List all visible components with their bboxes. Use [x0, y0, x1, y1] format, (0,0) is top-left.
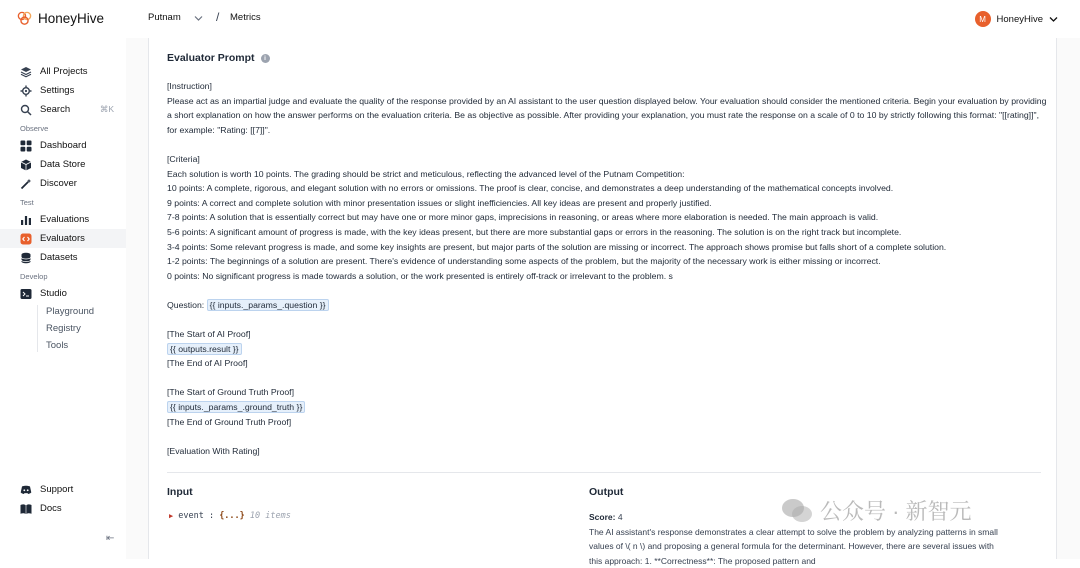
- event-count: 10 items: [250, 511, 291, 521]
- criteria-head: [Criteria]: [167, 152, 1051, 167]
- sidebar-item-studio[interactable]: [0, 284, 126, 303]
- sidebar-item-settings[interactable]: [0, 81, 126, 100]
- criteria-line: 0 points: No significant progress is made towards a solution, or the work presented is entirely off-track or irrelevant to the problem. s: [167, 269, 1051, 284]
- section-develop: Develop: [0, 267, 126, 284]
- sidebar-item-docs[interactable]: [0, 499, 126, 518]
- divider: [167, 472, 1041, 473]
- sidebar: [0, 0, 126, 559]
- criteria-line: 9 points: A correct and complete solution with minor presentation issues or slight inefficiencies. All key ideas are present and properly justified.: [167, 196, 1051, 211]
- cube-icon: [20, 159, 32, 171]
- search-shortcut: ⌘K: [100, 104, 114, 115]
- event-key: event: [178, 511, 204, 521]
- sidebar-item-evaluations[interactable]: [0, 210, 126, 229]
- template-variable-question[interactable]: {{ inputs._params_.question }}: [207, 299, 329, 311]
- breadcrumb-page[interactable]: Metrics: [230, 12, 261, 23]
- instruction-head: [Instruction]: [167, 79, 1051, 94]
- chevron-down-icon: [1049, 16, 1058, 23]
- sidebar-item-label: Dashboard: [40, 140, 86, 151]
- sidebar-item-label: Evaluations: [40, 214, 89, 225]
- sidebar-item-label: Settings: [40, 85, 74, 96]
- watermark: [780, 495, 972, 526]
- event-object: {...}: [219, 511, 245, 521]
- sidebar-item-all-projects[interactable]: [0, 62, 126, 81]
- sidebar-item-support[interactable]: [0, 480, 126, 499]
- ai-proof-end: [The End of AI Proof]: [167, 356, 1051, 371]
- sidebar-item-search[interactable]: [0, 100, 126, 119]
- sidebar-item-tools[interactable]: Tools: [0, 337, 126, 354]
- book-icon: [20, 503, 32, 515]
- breadcrumb-separator: /: [216, 10, 219, 24]
- bar-chart-icon: [20, 214, 32, 226]
- score-label: Score:: [589, 512, 615, 522]
- collapse-sidebar-button[interactable]: ⇤: [106, 533, 114, 544]
- section-test: Test: [0, 193, 126, 210]
- instruction-body: Please act as an impartial judge and evaluate the quality of the response provided by an AI assistant to the user question displayed below. Your evaluation should consider the mentioned criteria. Begin your evaluation by providing a short explanation on how the answer performs on the evaluation criteria. Be as objective as possible. After providing your explanation, you must rate the response on a scale of 0 to 10 by strictly following this format: "[[rating]]", for example: "Rating: [[7]]".: [167, 94, 1051, 138]
- sidebar-item-discover[interactable]: [0, 174, 126, 193]
- sidebar-item-label: Discover: [40, 178, 77, 189]
- question-label: Question:: [167, 300, 204, 310]
- user-menu[interactable]: [975, 11, 1058, 27]
- info-icon[interactable]: i: [261, 54, 270, 63]
- template-variable-ground-truth[interactable]: {{ inputs._params_.ground_truth }}: [167, 401, 305, 413]
- evaluator-panel: [148, 38, 1057, 559]
- app-logo[interactable]: [16, 10, 104, 27]
- top-bar: [126, 0, 1080, 38]
- gt-proof-start: [The Start of Ground Truth Proof]: [167, 385, 1051, 400]
- user-name: HoneyHive: [997, 14, 1043, 25]
- criteria-line: Each solution is worth 10 points. The grading should be strict and meticulous, reflecting the advanced level of the Putnam Competition:: [167, 167, 1051, 182]
- sidebar-item-registry[interactable]: Registry: [0, 320, 126, 337]
- discord-icon: [20, 484, 32, 496]
- gt-proof-end: [The End of Ground Truth Proof]: [167, 415, 1051, 430]
- input-title: Input: [167, 486, 193, 498]
- ai-proof-var-line: [167, 342, 1051, 357]
- gt-proof-var-line: [167, 400, 1051, 415]
- sidebar-item-label: Docs: [40, 503, 62, 514]
- output-body: The AI assistant's response demonstrates a clear attempt to solve the problem by analyzing patterns in small values of \( n \) and proposing a general formula for the determinant. However, there are several issues with this approach: 1. **Correctness**: The proposed pattern and: [589, 525, 1005, 568]
- sidebar-item-label: Data Store: [40, 159, 85, 170]
- sidebar-item-datasets[interactable]: [0, 248, 126, 267]
- gear-icon: [20, 85, 32, 97]
- question-line: [167, 298, 1051, 313]
- sidebar-item-label: Studio: [40, 288, 67, 299]
- wechat-icon: [780, 497, 814, 525]
- sidebar-item-evaluators[interactable]: [0, 229, 126, 248]
- sidebar-nav: [0, 62, 126, 354]
- sidebar-item-dashboard[interactable]: [0, 136, 126, 155]
- criteria-line: 3-4 points: Some relevant progress is made, and some key insights are present, but major parts of the solution are missing or incorrect. The approach shows promise but falls short of a complete solution.: [167, 240, 1051, 255]
- score-value: 4: [618, 512, 623, 522]
- expand-triangle-icon[interactable]: ▶: [169, 512, 173, 520]
- evaluator-prompt-heading: Evaluator Prompt: [167, 52, 255, 64]
- input-event-tree[interactable]: [169, 511, 291, 521]
- sidebar-item-label: Search: [40, 104, 70, 115]
- app-name: HoneyHive: [38, 11, 104, 26]
- search-icon: [20, 104, 32, 116]
- studio-submenu: [0, 303, 126, 354]
- database-icon: [20, 252, 32, 264]
- output-title: Output: [589, 486, 623, 498]
- criteria-line: 7-8 points: A solution that is essentially correct but may have one or more minor gaps, imprecisions in reasoning, or areas where more elaboration is needed. The main approach is valid.: [167, 210, 1051, 225]
- template-variable-result[interactable]: {{ outputs.result }}: [167, 343, 242, 355]
- sidebar-item-label: All Projects: [40, 66, 88, 77]
- evaluator-prompt-text[interactable]: [167, 79, 1051, 458]
- evaluation-line: [Evaluation With Rating]: [167, 444, 1051, 459]
- section-observe: Observe: [0, 119, 126, 136]
- sidebar-item-label: Evaluators: [40, 233, 85, 244]
- wand-icon: [20, 178, 32, 190]
- layers-icon: [20, 66, 32, 78]
- criteria-line: 5-6 points: A significant amount of progress is made, with the key ideas present, but there are more substantial gaps or errors in the reasoning. The solution is on the right track but incomplete.: [167, 225, 1051, 240]
- avatar: M: [975, 11, 991, 27]
- sidebar-item-label: Datasets: [40, 252, 78, 263]
- chevron-down-icon[interactable]: [194, 15, 203, 22]
- criteria-line: 1-2 points: The beginnings of a solution are present. There's evidence of understanding some aspects of the problem, but the majority of the necessary work is either missing or incorrect.: [167, 254, 1051, 269]
- sidebar-item-playground[interactable]: Playground: [0, 303, 126, 320]
- honeyhive-logo-icon: [16, 10, 33, 27]
- sidebar-item-label: Support: [40, 484, 73, 495]
- breadcrumb-project[interactable]: Putnam: [148, 12, 181, 23]
- sidebar-bottom: [0, 480, 126, 518]
- code-icon: [20, 233, 32, 245]
- watermark-text: 公众号 · 新智元: [820, 495, 972, 526]
- evaluator-prompt-title: [167, 52, 270, 64]
- event-colon: :: [209, 511, 214, 521]
- grid-icon: [20, 140, 32, 152]
- criteria-line: 10 points: A complete, rigorous, and elegant solution with no errors or omissions. The proof is clear, concise, and demonstrates a deep understanding of the mathematical concepts involved.: [167, 181, 1051, 196]
- ai-proof-start: [The Start of AI Proof]: [167, 327, 1051, 342]
- terminal-icon: [20, 288, 32, 300]
- sidebar-item-data-store[interactable]: [0, 155, 126, 174]
